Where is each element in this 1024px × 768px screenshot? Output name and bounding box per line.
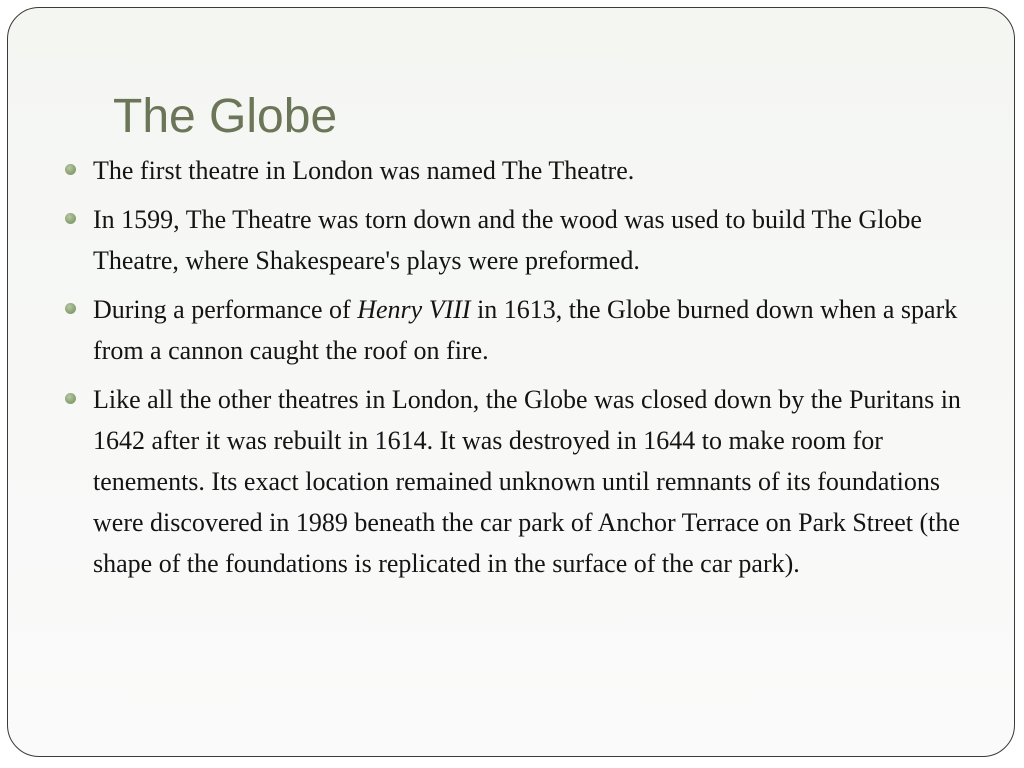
bullet-dot-icon <box>65 393 76 404</box>
bullet-item-first-theatre <box>64 150 969 191</box>
bullet-item-globe-closed <box>64 379 969 584</box>
bullet-text-before: During a performance of <box>93 295 358 324</box>
bullet-text: In 1599, The Theatre was torn down and the wood was used to build The Globe Theatre, where Shakespeare's plays were preformed. <box>93 205 922 275</box>
bullet-text-after: in 1613, the Globe burned down when a spark from a cannon caught the roof on fire. <box>93 295 958 365</box>
bullet-dot-icon <box>65 213 76 224</box>
bullet-list <box>64 150 969 592</box>
bullet-item-globe-built <box>64 199 969 281</box>
bullet-dot-icon <box>65 303 76 314</box>
bullet-text: Like all the other theatres in London, the Globe was closed down by the Puritans in 1642 after it was rebuilt in 1614. It was destroyed in 1644 to make room for tenements. Its exact location remained unknown until remnants of its foundations were discovered in 1989 beneath the car park of Anchor Terrace on Park Street (the shape of the foundations is replicated in the surface of the car park). <box>93 385 961 578</box>
slide-title: The Globe <box>113 90 338 143</box>
bullet-text: The first theatre in London was named The Theatre. <box>93 156 635 185</box>
bullet-text-play-title: Henry VIII <box>357 295 471 324</box>
bullet-dot-icon <box>65 164 76 175</box>
bullet-item-globe-burned <box>64 289 969 371</box>
